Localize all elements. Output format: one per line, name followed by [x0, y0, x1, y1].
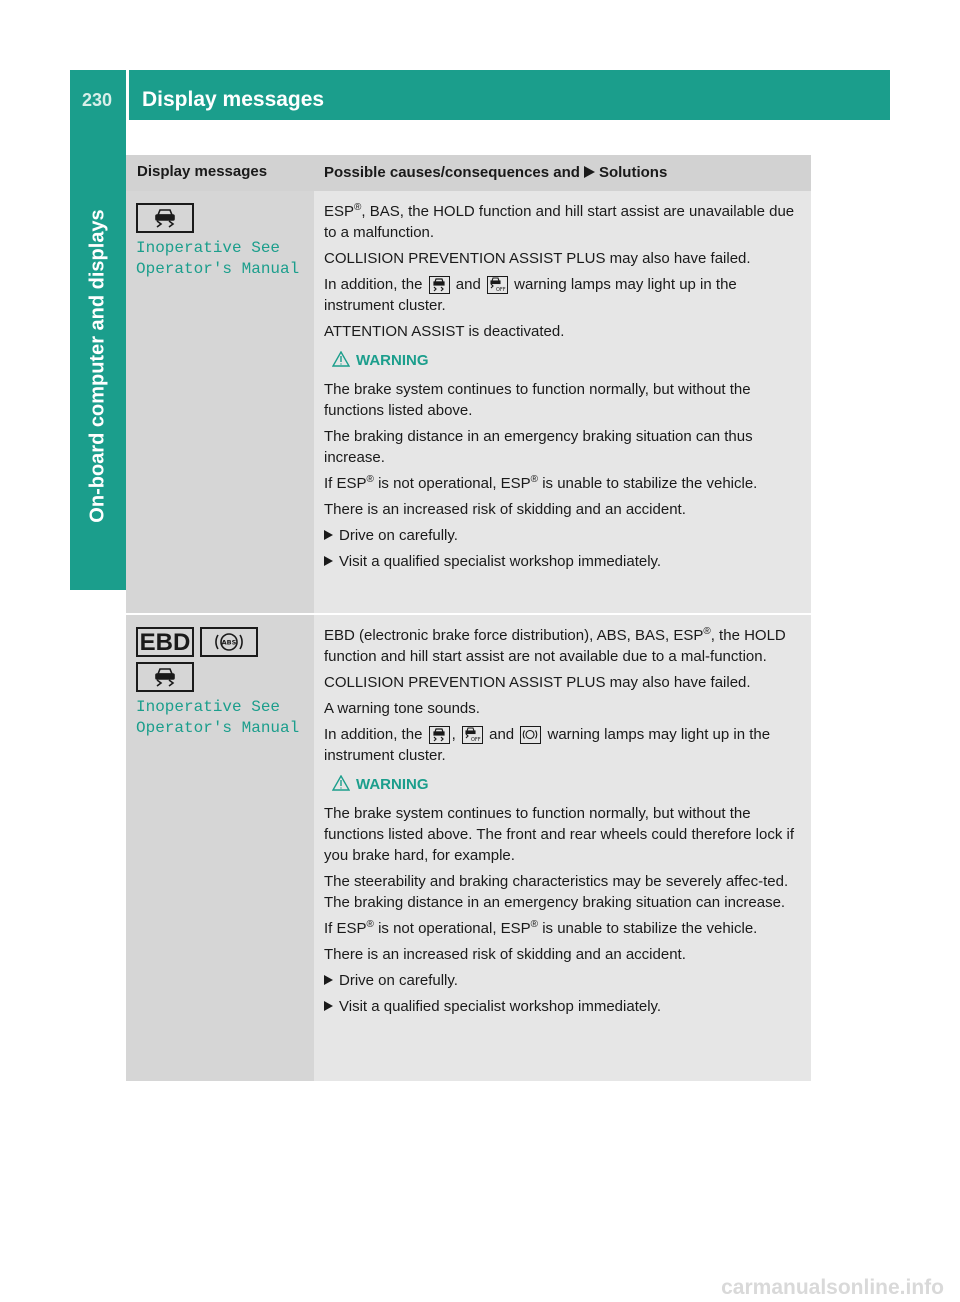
paragraph: ESP®, BAS, the HOLD function and hill start assist are unavailable due to a malfunction.: [324, 202, 795, 241]
paragraph: The steerability and braking characteristics may be severely affec-ted. The braking distance in an emergency braking situation can increase.: [324, 873, 789, 911]
instruction-item: Drive on carefully.: [324, 525, 803, 546]
esp-car-skid-icon: [429, 276, 450, 294]
esp-car-skid-icon: [136, 203, 194, 233]
svg-text:OFF: OFF: [470, 737, 481, 742]
paragraph: A warning tone sounds.: [324, 700, 480, 717]
arrow-right-icon: [324, 1001, 333, 1011]
watermark: carmanualsonline.info: [721, 1276, 944, 1299]
message-line: Inoperative See: [136, 698, 281, 716]
arrow-right-icon: [584, 166, 595, 178]
paragraph: In addition, the and OFF warning lamps may light up in the instrument cluster.: [324, 276, 737, 314]
esp-car-skid-icon: [136, 662, 194, 692]
side-tab-label: On-board computer and displays: [86, 209, 109, 523]
paragraph: The braking distance in an emergency braking situation can thus increase.: [324, 428, 753, 466]
warning-heading: WARNING: [332, 350, 803, 371]
paragraph: COLLISION PREVENTION ASSIST PLUS may also have failed.: [324, 250, 751, 267]
esp-off-icon: [487, 276, 508, 294]
paragraph: The brake system continues to function normally, but without the functions listed above. The front and rear wheels could therefore lock if you brake hard, for example.: [324, 805, 794, 864]
warning-triangle-icon: [332, 775, 350, 791]
paragraph: There is an increased risk of skidding and an accident.: [324, 946, 686, 963]
instruction-item: Drive on carefully.: [324, 970, 803, 991]
page-title: Display messages: [142, 88, 325, 111]
header-separator: [126, 70, 129, 120]
table-row: [126, 613, 811, 1081]
paragraph: ATTENTION ASSIST is deactivated.: [324, 323, 565, 340]
paragraph: In addition, the , OFF and warning lamps may light up in the instrument cluster.: [324, 726, 771, 764]
arrow-right-icon: [324, 975, 333, 985]
message-line: Inoperative See: [136, 239, 281, 257]
message-line: Operator's Manual: [136, 260, 300, 278]
abs-icon: [520, 726, 541, 744]
causes-cell: [314, 615, 811, 1081]
display-message-cell: [126, 615, 314, 1081]
page-number: 230: [82, 90, 113, 110]
warning-heading: WARNING: [332, 774, 803, 795]
paragraph: There is an increased risk of skidding and an accident.: [324, 501, 686, 518]
table-header: [126, 155, 811, 191]
table-row: [126, 191, 811, 613]
instruction-item: Visit a qualified specialist workshop immediately.: [324, 551, 803, 572]
paragraph: The brake system continues to function normally, but without the functions listed above.: [324, 381, 751, 419]
arrow-right-icon: [324, 530, 333, 540]
arrow-right-icon: [324, 556, 333, 566]
message-line: Operator's Manual: [136, 719, 300, 737]
svg-text:OFF: OFF: [495, 287, 506, 292]
esp-off-icon: [462, 726, 483, 744]
warning-triangle-icon: [332, 351, 350, 367]
causes-cell: [314, 191, 811, 613]
abs-icon: [200, 627, 258, 657]
paragraph: COLLISION PREVENTION ASSIST PLUS may also have failed.: [324, 674, 751, 691]
col-header-causes: Possible causes/consequences and Solutions: [324, 164, 668, 181]
ebd-icon: EBD: [136, 627, 194, 657]
instruction-item: Visit a qualified specialist workshop immediately.: [324, 996, 803, 1017]
col-header-display-messages: Display messages: [137, 163, 268, 180]
paragraph: If ESP® is not operational, ESP® is unable to stabilize the vehicle.: [324, 919, 758, 937]
svg-text:ABS: ABS: [221, 638, 237, 647]
esp-car-skid-icon: [429, 726, 450, 744]
display-messages-table: [126, 155, 811, 1081]
paragraph: EBD (electronic brake force distribution), ABS, BAS, ESP®, the HOLD function and hill start assist are not available due to a mal-function.: [324, 626, 786, 665]
display-message-cell: [126, 191, 314, 613]
paragraph: If ESP® is not operational, ESP® is unable to stabilize the vehicle.: [324, 474, 758, 492]
